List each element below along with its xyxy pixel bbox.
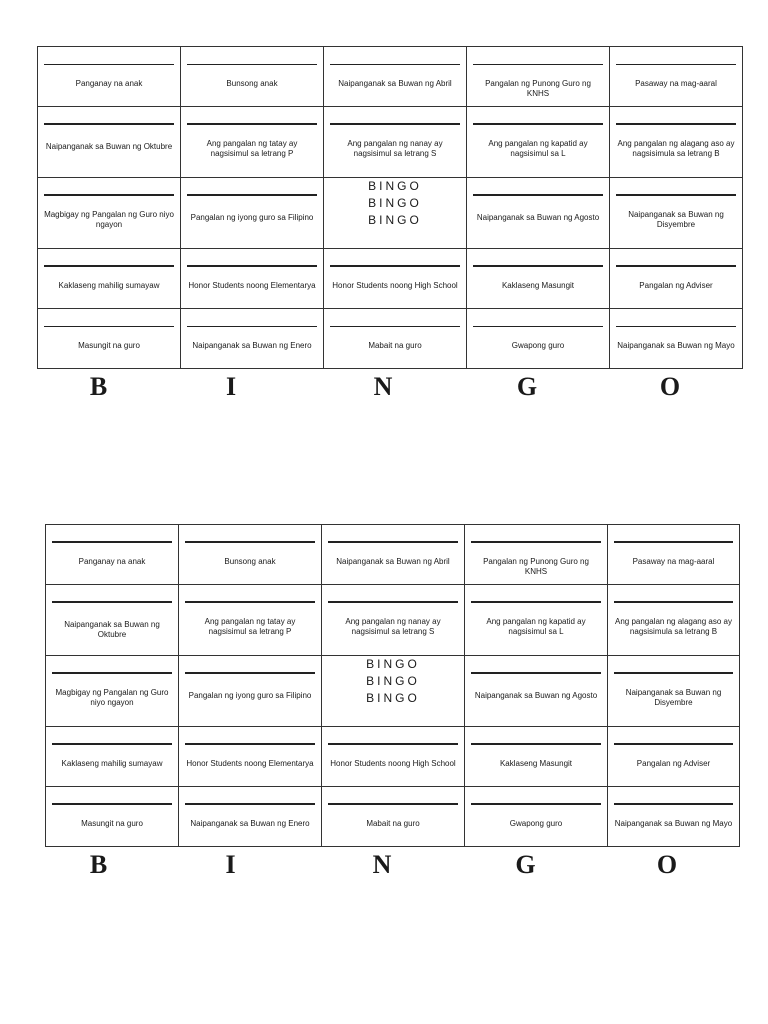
bingo-cell[interactable] [181, 47, 324, 107]
bingo-cell[interactable] [181, 309, 324, 369]
bingo-cell[interactable] [181, 178, 324, 249]
free-space-word: BINGO [366, 674, 420, 688]
cell-prompt: Ang pangalan ng alagang aso ay nagsisimula sa letrang B [617, 139, 735, 158]
cell-prompt: Ang pangalan ng nanay ay nagsisimul sa letrang S [347, 139, 443, 158]
answer-line [52, 541, 172, 543]
bingo-card-2 [45, 524, 740, 881]
bingo-cell[interactable] [181, 107, 324, 178]
cell-prompt: Ang pangalan ng tatay ay nagsisimul sa letrang P [206, 139, 298, 158]
bingo-cell[interactable] [467, 107, 610, 178]
bingo-cell[interactable] [322, 727, 465, 787]
bingo-cell[interactable] [324, 47, 467, 107]
bingo-cell[interactable] [465, 787, 608, 847]
answer-line [187, 64, 317, 65]
bingo-cell[interactable] [610, 178, 743, 249]
bingo-cell[interactable] [324, 309, 467, 369]
cell-prompt: Panganay na anak [75, 79, 143, 88]
bingo-cell[interactable] [465, 727, 608, 787]
bingo-cell[interactable] [38, 249, 181, 309]
grid-row [46, 787, 740, 847]
cell-prompt: Honor Students noong Elementarya [188, 281, 316, 290]
answer-line [52, 601, 172, 603]
cell-prompt: Pangalan ng Punong Guro ng KNHS [483, 557, 589, 576]
grid-row [46, 727, 740, 787]
free-space-word: BINGO [368, 196, 422, 210]
cell-prompt: Naipanganak sa Buwan ng Disyembre [628, 210, 724, 229]
bingo-cell[interactable] [46, 727, 179, 787]
answer-line [616, 123, 736, 125]
grid-row [46, 525, 740, 585]
cell-prompt: Ang pangalan ng nanay ay nagsisimul sa letrang S [345, 617, 441, 636]
bingo-cell[interactable] [322, 525, 465, 585]
cell-prompt: Honor Students noong Elementarya [186, 759, 314, 768]
grid-row [38, 107, 743, 178]
answer-line [44, 326, 174, 327]
bingo-cell[interactable] [324, 249, 467, 309]
cell-prompt: Naipanganak sa Buwan ng Abril [336, 557, 450, 566]
answer-line [44, 64, 174, 65]
answer-line [614, 743, 733, 745]
bingo-cell[interactable] [608, 525, 740, 585]
free-space-cell[interactable] [324, 178, 467, 249]
answer-line [330, 326, 460, 327]
answer-line [471, 601, 601, 603]
answer-line [614, 541, 733, 543]
cell-prompt: Kaklaseng Masungit [499, 759, 573, 768]
cell-prompt: Masungit na guro [81, 819, 143, 828]
answer-line [614, 672, 733, 674]
bingo-header-letters [45, 849, 740, 881]
free-space-word: BINGO [366, 657, 420, 671]
answer-line [52, 672, 172, 674]
bingo-cell[interactable] [46, 585, 179, 656]
answer-line [187, 326, 317, 327]
cell-prompt: Ang pangalan ng kapatid ay nagsisimul sa L [486, 617, 586, 636]
answer-line [473, 326, 603, 327]
cell-prompt: Gwapong guro [509, 819, 563, 828]
answer-line [52, 803, 172, 805]
bingo-cell[interactable] [46, 656, 179, 727]
bingo-header-letters [37, 371, 750, 403]
bingo-cell[interactable] [324, 107, 467, 178]
cell-prompt: Panganay na anak [78, 557, 146, 566]
cell-prompt: Pangalan ng iyong guro sa Filipino [190, 213, 314, 222]
cell-prompt: Kaklaseng mahilig sumayaw [58, 281, 160, 290]
cell-prompt: Gwapong guro [511, 341, 565, 350]
answer-line [187, 123, 317, 125]
bingo-cell[interactable] [179, 727, 322, 787]
answer-line [328, 601, 458, 603]
cell-prompt: Pangalan ng Punong Guro ng KNHS [485, 79, 591, 98]
answer-line [187, 265, 317, 267]
bingo-cell[interactable] [467, 47, 610, 107]
answer-line [330, 123, 460, 125]
letter-g: G [515, 850, 536, 879]
cell-prompt: Mabait na guro [366, 819, 420, 828]
answer-line [185, 743, 315, 745]
cell-prompt: Masungit na guro [78, 341, 140, 350]
cell-prompt: Ang pangalan ng kapatid ay nagsisimul sa L [488, 139, 588, 158]
free-space [322, 656, 464, 707]
bingo-cell[interactable] [608, 727, 740, 787]
free-space-word: BINGO [368, 213, 422, 227]
answer-line [614, 803, 733, 805]
bingo-cell[interactable] [608, 585, 740, 656]
free-space-word: BINGO [366, 691, 420, 705]
letter-i: I [225, 372, 237, 401]
bingo-cell[interactable] [465, 585, 608, 656]
cell-prompt: Naipanganak sa Buwan ng Disyembre [625, 688, 722, 707]
answer-line [185, 672, 315, 674]
bingo-cell[interactable] [610, 47, 743, 107]
grid-row [38, 47, 743, 107]
answer-line [473, 64, 603, 65]
answer-line [330, 64, 460, 65]
cell-prompt: Magbigay ng Pangalan ng Guro niyo ngayon [44, 210, 174, 229]
cell-prompt: Naipanganak sa Buwan ng Mayo [617, 341, 735, 350]
free-space [324, 178, 466, 229]
bingo-cell[interactable] [467, 178, 610, 249]
bingo-cell[interactable] [610, 249, 743, 309]
cell-prompt: Naipanganak sa Buwan ng Oktubre [45, 142, 173, 151]
answer-line [44, 265, 174, 267]
bingo-cell[interactable] [38, 107, 181, 178]
answer-line [471, 672, 601, 674]
grid-row [46, 585, 740, 656]
letter-b: B [89, 372, 108, 401]
bingo-cell[interactable] [322, 787, 465, 847]
cell-prompt: Bunsong anak [224, 557, 276, 566]
bingo-cell[interactable] [179, 525, 322, 585]
bingo-cell[interactable] [38, 47, 181, 107]
answer-line [328, 743, 458, 745]
grid-row [38, 249, 743, 309]
bingo-cell[interactable] [608, 656, 740, 727]
cell-prompt: Pasaway na mag-aaral [632, 557, 715, 566]
bingo-cell[interactable] [610, 309, 743, 369]
cell-prompt: Naipanganak sa Buwan ng Mayo [614, 819, 733, 828]
answer-line [473, 123, 603, 125]
bingo-cell[interactable] [465, 656, 608, 727]
cell-prompt: Naipanganak sa Buwan ng Abril [338, 79, 452, 88]
bingo-cell[interactable] [322, 585, 465, 656]
cell-prompt: Pangalan ng Adviser [636, 759, 711, 768]
cell-prompt: Pasaway na mag-aaral [635, 79, 717, 88]
answer-line [52, 743, 172, 745]
answer-line [471, 803, 601, 805]
answer-line [614, 601, 733, 603]
cell-prompt: Naipanganak sa Buwan ng Enero [190, 819, 310, 828]
cell-prompt: Naipanganak sa Buwan ng Agosto [476, 213, 600, 222]
answer-line [328, 803, 458, 805]
bingo-cell[interactable] [179, 585, 322, 656]
answer-line [330, 265, 460, 267]
cell-prompt: Naipanganak sa Buwan ng Enero [192, 341, 312, 350]
grid-row [38, 178, 743, 249]
answer-line [471, 541, 601, 543]
cell-prompt: Ang pangalan ng tatay ay nagsisimul sa letrang P [204, 617, 296, 636]
bingo-cell[interactable] [181, 249, 324, 309]
bingo-cell[interactable] [38, 178, 181, 249]
bingo-cell[interactable] [467, 309, 610, 369]
cell-prompt: Kaklaseng Masungit [501, 281, 575, 290]
cell-prompt: Kaklaseng mahilig sumayaw [61, 759, 163, 768]
cell-prompt: Bunsong anak [226, 79, 278, 88]
answer-line [473, 194, 603, 196]
cell-prompt: Pangalan ng iyong guro sa Filipino [188, 691, 312, 700]
cell-prompt: Honor Students noong High School [330, 759, 456, 768]
bingo-cell[interactable] [608, 787, 740, 847]
letter-n: N [372, 850, 392, 879]
cell-prompt: Magbigay ng Pangalan ng Guro niyo ngayon [55, 688, 169, 707]
cell-prompt: Ang pangalan ng alagang aso ay nagsisimula sa letrang B [615, 617, 732, 636]
free-space-cell[interactable] [322, 656, 465, 727]
bingo-cell[interactable] [465, 525, 608, 585]
answer-line [616, 194, 736, 196]
bingo-cell[interactable] [179, 656, 322, 727]
letter-i: I [225, 850, 236, 879]
grid-row [46, 656, 740, 727]
bingo-cell[interactable] [610, 107, 743, 178]
bingo-cell[interactable] [179, 787, 322, 847]
answer-line [616, 265, 736, 267]
bingo-card-1 [37, 46, 750, 403]
cell-prompt: Naipanganak sa Buwan ng Oktubre [64, 620, 160, 639]
letter-o: O [659, 372, 681, 401]
free-space-word: BINGO [368, 179, 422, 193]
answer-line [328, 541, 458, 543]
answer-line [185, 601, 315, 603]
answer-line [185, 541, 315, 543]
answer-line [616, 326, 736, 327]
cell-prompt: Naipanganak sa Buwan ng Agosto [474, 691, 598, 700]
answer-line [187, 194, 317, 196]
bingo-cell[interactable] [46, 787, 179, 847]
cell-prompt: Mabait na guro [368, 341, 422, 350]
letter-b: B [89, 850, 108, 879]
answer-line [616, 64, 736, 65]
bingo-cell[interactable] [46, 525, 179, 585]
answer-line [473, 265, 603, 267]
letter-o: O [656, 850, 678, 879]
answer-line [185, 803, 315, 805]
cell-prompt: Honor Students noong High School [332, 281, 458, 290]
bingo-cell[interactable] [467, 249, 610, 309]
bingo-grid [45, 524, 740, 847]
letter-n: N [373, 372, 393, 401]
letter-g: G [516, 372, 538, 401]
cell-prompt: Pangalan ng Adviser [639, 281, 713, 290]
answer-line [44, 123, 174, 125]
answer-line [44, 194, 174, 196]
bingo-grid [37, 46, 743, 369]
answer-line [471, 743, 601, 745]
bingo-cell[interactable] [38, 309, 181, 369]
grid-row [38, 309, 743, 369]
